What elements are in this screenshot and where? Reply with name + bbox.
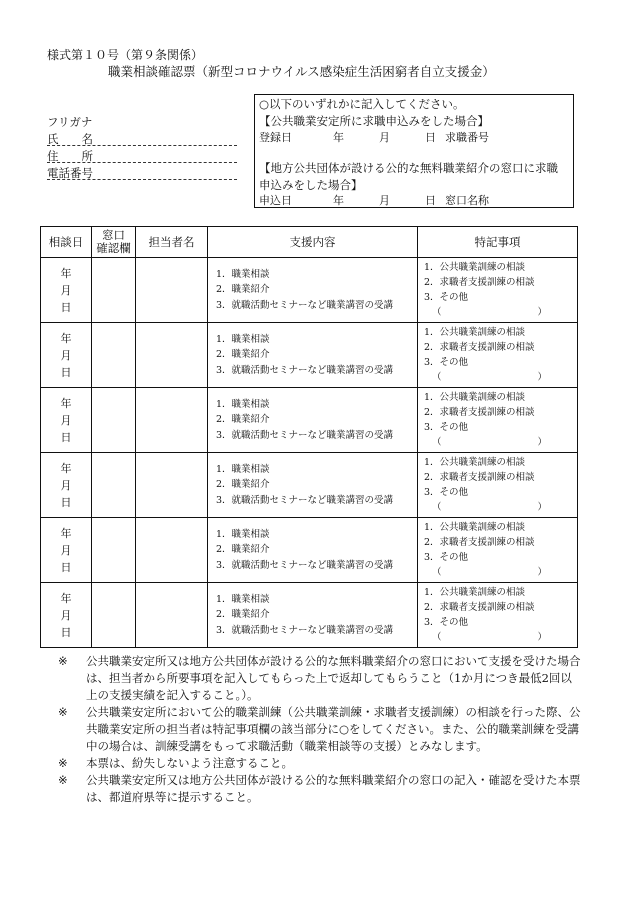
- phone-field[interactable]: [47, 179, 237, 180]
- note-mark: ※: [58, 705, 68, 719]
- date-day-label: 日: [60, 495, 72, 509]
- date-year-label: 年: [60, 266, 72, 280]
- staff-name-cell[interactable]: [136, 258, 208, 323]
- case1-date-label: 登録日: [259, 131, 292, 144]
- special-item: 3．その他: [424, 487, 469, 498]
- support-content-cell[interactable]: [208, 388, 418, 453]
- other-detail-field[interactable]: [424, 565, 547, 580]
- registration-info-box: [254, 94, 574, 208]
- staff-name-cell[interactable]: [136, 323, 208, 388]
- other-detail-field[interactable]: [424, 370, 547, 385]
- case1-title: 【公共職業安定所に求職申込みをした場合】: [259, 114, 489, 128]
- support-item: 2．職業紹介: [216, 284, 270, 296]
- support-item: 3．就職活動セミナーなど職業講習の受講: [216, 299, 394, 311]
- special-item: 2．求職者支援訓練の相談: [424, 342, 535, 353]
- consult-date-cell[interactable]: [41, 388, 92, 453]
- paren-open: （: [432, 502, 442, 513]
- table-row: [41, 518, 578, 583]
- special-notes-cell[interactable]: [418, 388, 578, 453]
- consult-date-cell[interactable]: [41, 258, 92, 323]
- support-item: 1．職業相談: [216, 333, 270, 345]
- header-support: 支援内容: [208, 227, 418, 258]
- consultation-records-table: [40, 226, 578, 648]
- paren-close: ）: [537, 372, 547, 383]
- other-detail-field[interactable]: [424, 630, 547, 645]
- support-item: 1．職業相談: [216, 463, 270, 475]
- window-confirm-cell[interactable]: [92, 258, 136, 323]
- date-month-label: 月: [60, 543, 72, 557]
- special-notes-cell[interactable]: [418, 323, 578, 388]
- support-item: 2．職業紹介: [216, 414, 270, 426]
- date-year-label: 年: [60, 331, 72, 345]
- special-item: 3．その他: [424, 422, 469, 433]
- note-item: [58, 772, 583, 806]
- support-item: 3．就職活動セミナーなど職業講習の受講: [216, 429, 394, 441]
- date-year-label: 年: [60, 591, 72, 605]
- table-row: [41, 583, 578, 648]
- phone-label: 電話番号: [47, 166, 93, 180]
- notes-section: [58, 653, 583, 806]
- date-month-label: 月: [60, 608, 72, 622]
- support-item: 2．職業紹介: [216, 479, 270, 491]
- support-item: 1．職業相談: [216, 398, 270, 410]
- paren-close: ）: [537, 632, 547, 643]
- paren-open: （: [432, 632, 442, 643]
- consult-date-cell[interactable]: [41, 583, 92, 648]
- special-notes-cell[interactable]: [418, 258, 578, 323]
- special-item: 3．その他: [424, 357, 469, 368]
- special-item: 3．その他: [424, 617, 469, 628]
- case2-window-label: 窓口名称: [445, 194, 489, 207]
- header-staff: 担当者名: [136, 227, 208, 258]
- support-item: 2．職業紹介: [216, 609, 270, 621]
- window-confirm-cell[interactable]: [92, 583, 136, 648]
- support-item: 1．職業相談: [216, 528, 270, 540]
- table-row: [41, 258, 578, 323]
- info-instruction: ○以下のいずれかに記入してください。: [259, 97, 465, 111]
- consult-date-cell[interactable]: [41, 323, 92, 388]
- date-year-label: 年: [60, 526, 72, 540]
- form-number: 様式第１０号（第９条関係）: [47, 48, 204, 62]
- note-item: [58, 755, 583, 772]
- support-item: 3．就職活動セミナーなど職業講習の受講: [216, 494, 394, 506]
- address-field[interactable]: [47, 162, 237, 163]
- staff-name-cell[interactable]: [136, 453, 208, 518]
- special-item: 1．公共職業訓練の相談: [424, 522, 526, 533]
- special-notes-cell[interactable]: [418, 453, 578, 518]
- case2-year-label: 年: [333, 194, 344, 207]
- other-detail-field[interactable]: [424, 305, 547, 320]
- paren-open: （: [432, 307, 442, 318]
- special-item: 2．求職者支援訓練の相談: [424, 277, 535, 288]
- table-row: [41, 388, 578, 453]
- case1-day-label: 日: [425, 131, 436, 144]
- support-item: 3．就職活動セミナーなど職業講習の受講: [216, 624, 394, 636]
- support-item: 3．就職活動セミナーなど職業講習の受講: [216, 364, 394, 376]
- date-month-label: 月: [60, 348, 72, 362]
- support-content-cell[interactable]: [208, 518, 418, 583]
- header-special: 特記事項: [418, 227, 578, 258]
- note-mark: ※: [58, 654, 68, 668]
- window-confirm-cell[interactable]: [92, 453, 136, 518]
- note-item: [58, 653, 583, 704]
- support-content-cell[interactable]: [208, 583, 418, 648]
- paren-close: ）: [537, 567, 547, 578]
- consult-date-cell[interactable]: [41, 453, 92, 518]
- header-date: 相談日: [41, 227, 92, 258]
- date-day-label: 日: [60, 625, 72, 639]
- staff-name-cell[interactable]: [136, 583, 208, 648]
- support-item: 2．職業紹介: [216, 544, 270, 556]
- special-item: 1．公共職業訓練の相談: [424, 587, 526, 598]
- paren-open: （: [432, 437, 442, 448]
- special-item: 2．求職者支援訓練の相談: [424, 407, 535, 418]
- window-confirm-cell[interactable]: [92, 518, 136, 583]
- paren-close: ）: [537, 307, 547, 318]
- note-text: 公共職業安定所において公的職業訓練（公共職業訓練・求職者支援訓練）の相談を行った際、公共職業安定所の担当者は特記事項欄の該当部分に○をしてください。また、公的職業訓練を受講中の場合は、訓練受講をもって求職活動（職業相談等の支援）とみなします。: [86, 705, 581, 753]
- date-month-label: 月: [60, 478, 72, 492]
- special-item: 2．求職者支援訓練の相談: [424, 472, 535, 483]
- note-text: 公共職業安定所又は地方公共団体が設ける公的な無料職業紹介の窓口の記入・確認を受けた本票は、都道府県等に提示すること。: [86, 773, 581, 804]
- support-item: 3．就職活動セミナーなど職業講習の受講: [216, 559, 394, 571]
- note-text: 公共職業安定所又は地方公共団体が設ける公的な無料職業紹介の窓口において支援を受けた場合は、担当者から所要事項を記入してもらった上で返却してもらうこと（1か月につき最低2回以上の支援実績を記入すること。）。: [86, 654, 581, 702]
- note-mark: ※: [58, 773, 68, 787]
- window-confirm-cell[interactable]: [92, 388, 136, 453]
- date-day-label: 日: [60, 560, 72, 574]
- special-item: 3．その他: [424, 292, 469, 303]
- table-header-row: [41, 227, 578, 258]
- special-item: 1．公共職業訓練の相談: [424, 262, 526, 273]
- special-notes-cell[interactable]: [418, 583, 578, 648]
- address-label: 住 所: [47, 149, 93, 163]
- case2-title-line1: 【地方公共団体が設ける公的な無料職業紹介の窓口に求職: [259, 161, 558, 175]
- support-content-cell[interactable]: [208, 453, 418, 518]
- special-item: 3．その他: [424, 552, 469, 563]
- case1-month-label: 月: [379, 131, 390, 144]
- note-text: 本票は、紛失しないよう注意すること。: [86, 756, 293, 770]
- table-row: [41, 323, 578, 388]
- other-detail-field[interactable]: [424, 500, 547, 515]
- name-field[interactable]: [47, 145, 237, 146]
- consult-date-cell[interactable]: [41, 518, 92, 583]
- special-item: 2．求職者支援訓練の相談: [424, 537, 535, 548]
- case2-month-label: 月: [379, 194, 390, 207]
- special-item: 2．求職者支援訓練の相談: [424, 602, 535, 613]
- furigana-label: フリガナ: [47, 115, 93, 129]
- date-month-label: 月: [60, 413, 72, 427]
- special-item: 1．公共職業訓練の相談: [424, 327, 526, 338]
- paren-close: ）: [537, 502, 547, 513]
- date-year-label: 年: [60, 461, 72, 475]
- name-label: 氏 名: [47, 132, 93, 146]
- special-notes-cell[interactable]: [418, 518, 578, 583]
- note-mark: ※: [58, 756, 68, 770]
- other-detail-field[interactable]: [424, 435, 547, 450]
- support-item: 2．職業紹介: [216, 349, 270, 361]
- case2-day-label: 日: [425, 194, 436, 207]
- header-window-confirm: 窓口 確認欄: [92, 227, 136, 258]
- support-item: 1．職業相談: [216, 268, 270, 280]
- staff-name-cell[interactable]: [136, 388, 208, 453]
- table-row: [41, 453, 578, 518]
- support-item: 1．職業相談: [216, 593, 270, 605]
- date-day-label: 日: [60, 365, 72, 379]
- paren-open: （: [432, 567, 442, 578]
- note-item: [58, 704, 583, 755]
- date-day-label: 日: [60, 430, 72, 444]
- case1-year-label: 年: [333, 131, 344, 144]
- special-item: 1．公共職業訓練の相談: [424, 392, 526, 403]
- date-year-label: 年: [60, 396, 72, 410]
- support-content-cell[interactable]: [208, 258, 418, 323]
- date-month-label: 月: [60, 283, 72, 297]
- paren-open: （: [432, 372, 442, 383]
- special-item: 1．公共職業訓練の相談: [424, 457, 526, 468]
- date-day-label: 日: [60, 300, 72, 314]
- paren-close: ）: [537, 437, 547, 448]
- form-title: 職業相談確認票（新型コロナウイルス感染症生活困窮者自立支援金）: [108, 64, 495, 79]
- case2-date-label: 申込日: [259, 194, 292, 207]
- case2-title-line2: 申込みをした場合】: [259, 178, 363, 192]
- case1-number-label: 求職番号: [445, 131, 489, 144]
- window-confirm-cell[interactable]: [92, 323, 136, 388]
- support-content-cell[interactable]: [208, 323, 418, 388]
- staff-name-cell[interactable]: [136, 518, 208, 583]
